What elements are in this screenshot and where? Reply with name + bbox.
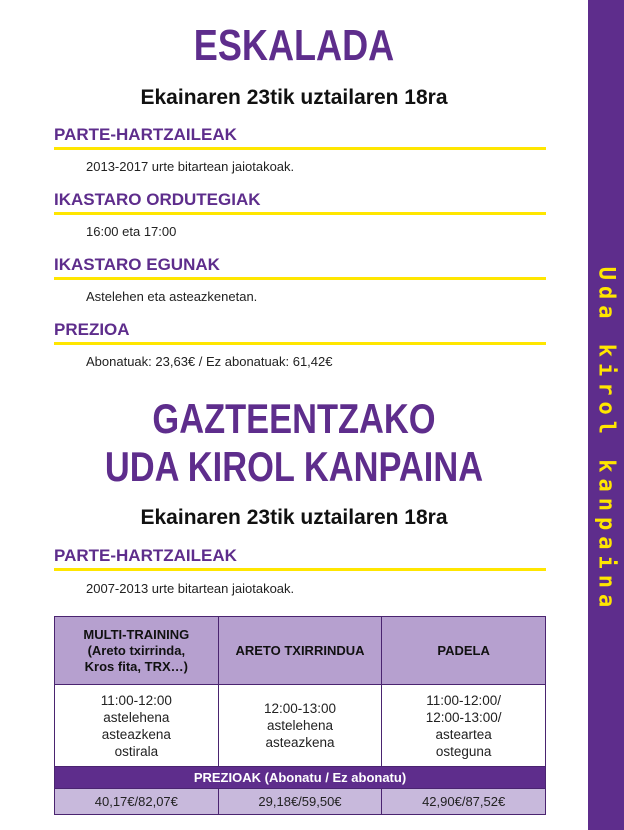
header-multi-training: MULTI-TRAINING (Areto txirrinda, Kros fita, TRX…)	[55, 617, 219, 685]
eskalada-title: ESKALADA	[193, 21, 395, 70]
table-row-prices	[55, 789, 546, 815]
kanpaina-title-line2: UDA KIROL KANPAINA	[104, 443, 484, 490]
eskalada-days-text: Astelehen eta asteazkenetan.	[86, 289, 258, 304]
eskalada-price-heading: PREZIOA	[54, 320, 546, 345]
table-row-price-heading	[55, 767, 546, 789]
header-padela: PADELA	[382, 617, 546, 685]
kanpaina-dates: Ekainaren 23tik uztailaren 18ra	[140, 506, 448, 529]
eskalada-dates: Ekainaren 23tik uztailaren 18ra	[140, 86, 448, 109]
eskalada-participants-text: 2013-2017 urte bitartean jaiotakoak.	[86, 159, 295, 174]
times-areto-txirrindua: 12:00-13:00 astelehena asteazkena	[218, 685, 382, 767]
eskalada-participants-heading: PARTE-HARTZAILEAK	[54, 125, 546, 150]
times-padela: 11:00-12:00/ 12:00-13:00/ asteartea osteguna	[382, 685, 546, 767]
side-band-text: Uda kirol kanpaina	[593, 266, 619, 614]
price-padela: 42,90€/87,52€	[382, 789, 546, 815]
eskalada-schedule-heading: IKASTARO ORDUTEGIAK	[54, 190, 546, 215]
price-heading: PREZIOAK (Abonatu / Ez abonatu)	[55, 767, 546, 789]
table-row-times	[55, 685, 546, 767]
eskalada-days-heading: IKASTARO EGUNAK	[54, 255, 546, 280]
table-header-row	[55, 617, 546, 685]
schedule-table	[54, 616, 546, 815]
eskalada-schedule-text: 16:00 eta 17:00	[86, 224, 177, 239]
kanpaina-title-line1: GAZTEENTZAKO	[152, 395, 436, 442]
price-areto-txirrindua: 29,18€/59,50€	[218, 789, 382, 815]
kanpaina-participants-text: 2007-2013 urte bitartean jaiotakoak.	[86, 581, 295, 596]
eskalada-price-text: Abonatuak: 23,63€ / Ez abonatuak: 61,42€	[86, 354, 333, 369]
header-areto-txirrindua: ARETO TXIRRINDUA	[218, 617, 382, 685]
price-multi-training: 40,17€/82,07€	[55, 789, 219, 815]
times-multi-training: 11:00-12:00 astelehena asteazkena ostirala	[55, 685, 219, 767]
kanpaina-participants-heading: PARTE-HARTZAILEAK	[54, 546, 546, 571]
